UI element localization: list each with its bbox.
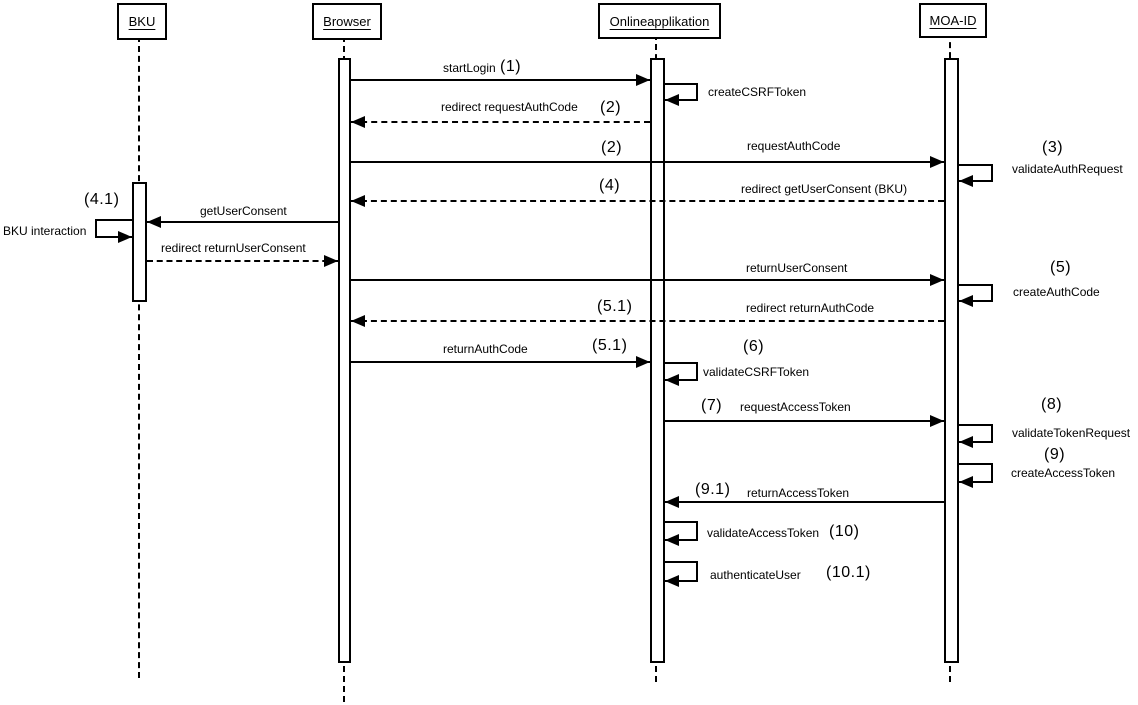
message-line-returnuserconsent [351,279,944,281]
message-label-returnuserconsent: returnUserConsent [746,261,848,275]
message-number-startlogin: (1) [500,58,522,75]
message-label-createaccesstoken: createAccessToken [1011,466,1116,480]
arrowhead-left-icon [665,374,679,386]
message-number-validateauthrequest: (3) [1042,139,1064,156]
arrowhead-right-icon [930,156,944,168]
message-label-createcsrftoken: createCSRFToken [708,85,807,99]
message-label-bku-interaction: BKU interaction [3,224,87,238]
message-label-redirect-returnauthcode: redirect returnAuthCode [746,301,875,315]
message-number-validatetokenrequest: (8) [1041,396,1063,413]
message-line-redirect-returnuserconsent [147,260,338,262]
message-label-startlogin: startLogin [443,61,496,75]
activation-moa-id [944,58,959,663]
arrowhead-left-icon [665,94,679,106]
message-label-getuserconsent: getUserConsent [200,204,287,218]
arrowhead-right-icon [636,74,650,86]
message-label-validateaccesstoken: validateAccessToken [707,526,820,540]
arrowhead-right-icon [930,274,944,286]
message-label-requestaccesstoken: requestAccessToken [740,400,851,414]
lifeline-head-browser [312,3,382,40]
message-line-requestauthcode [351,161,944,163]
message-number-redirect-requestauthcode: (2) [600,99,622,116]
message-number-redirect-getuserconsent: (4) [599,177,621,194]
arrowhead-left-icon [665,534,679,546]
lifeline-head-bku [117,3,167,40]
arrowhead-left-icon [665,496,679,508]
message-label-redirect-requestauthcode: redirect requestAuthCode [441,100,578,114]
arrowhead-left-icon [351,315,365,327]
message-line-redirect-returnauthcode [351,320,944,322]
activation-bku [132,182,147,302]
message-line-redirect-getuserconsent [351,200,944,202]
arrowhead-right-icon [636,356,650,368]
message-number-authenticateuser: (10.1) [826,564,871,581]
message-label-requestauthcode: requestAuthCode [747,139,841,153]
message-number-validatecsrftoken: (6) [743,338,765,355]
message-label-returnauthcode: returnAuthCode [443,342,528,356]
arrowhead-left-icon [351,195,365,207]
message-number-requestaccesstoken: (7) [701,397,723,414]
lifeline-head-moa-id [919,3,987,38]
message-line-getuserconsent [147,221,338,223]
arrowhead-left-icon [959,295,973,307]
arrowhead-left-icon [665,575,679,587]
message-line-requestaccesstoken [665,420,944,422]
message-number-returnaccesstoken: (9.1) [695,481,731,498]
arrowhead-left-icon [351,116,365,128]
activation-browser [338,58,351,663]
message-number-returnauthcode: (5.1) [592,337,628,354]
message-number-bku-interaction: (4.1) [84,191,120,208]
message-label-validateauthrequest: validateAuthRequest [1012,162,1123,176]
message-number-redirect-returnauthcode: (5.1) [597,298,633,315]
lifeline-name-onlineapplikation: Onlineapplikation [609,13,710,29]
message-label-validatetokenrequest: validateTokenRequest [1012,426,1131,440]
activation-onlineapplikation [650,58,665,663]
message-label-redirect-returnuserconsent: redirect returnUserConsent [161,241,306,255]
arrowhead-right-icon [118,231,132,243]
message-label-returnaccesstoken: returnAccessToken [747,486,850,500]
lifeline-name-moa-id: MOA-ID [929,13,977,28]
arrowhead-left-icon [959,476,973,488]
message-number-returnuserconsent: (5) [1050,259,1072,276]
lifeline-head-onlineapplikation [598,3,721,39]
lifeline-name-bku: BKU [128,14,156,29]
lifeline-bku [138,36,140,678]
message-label-createauthcode: createAuthCode [1013,285,1100,299]
arrowhead-left-icon [959,436,973,448]
message-number-requestauthcode: (2) [601,139,623,156]
arrowhead-right-icon [324,255,338,267]
lifeline-name-browser: Browser [323,14,371,29]
arrowhead-right-icon [930,415,944,427]
message-label-validatecsrftoken: validateCSRFToken [703,365,810,379]
message-line-returnaccesstoken [665,501,944,503]
message-line-returnauthcode [351,361,650,363]
message-label-redirect-getuserconsent: redirect getUserConsent (BKU) [741,182,908,196]
message-number-createaccesstoken: (9) [1044,446,1066,463]
message-line-startlogin [351,79,650,81]
message-line-redirect-requestauthcode [351,121,650,123]
arrowhead-left-icon [147,216,161,228]
arrowhead-left-icon [959,175,973,187]
message-number-validateaccesstoken: (10) [829,523,860,540]
message-label-authenticateuser: authenticateUser [710,568,801,582]
